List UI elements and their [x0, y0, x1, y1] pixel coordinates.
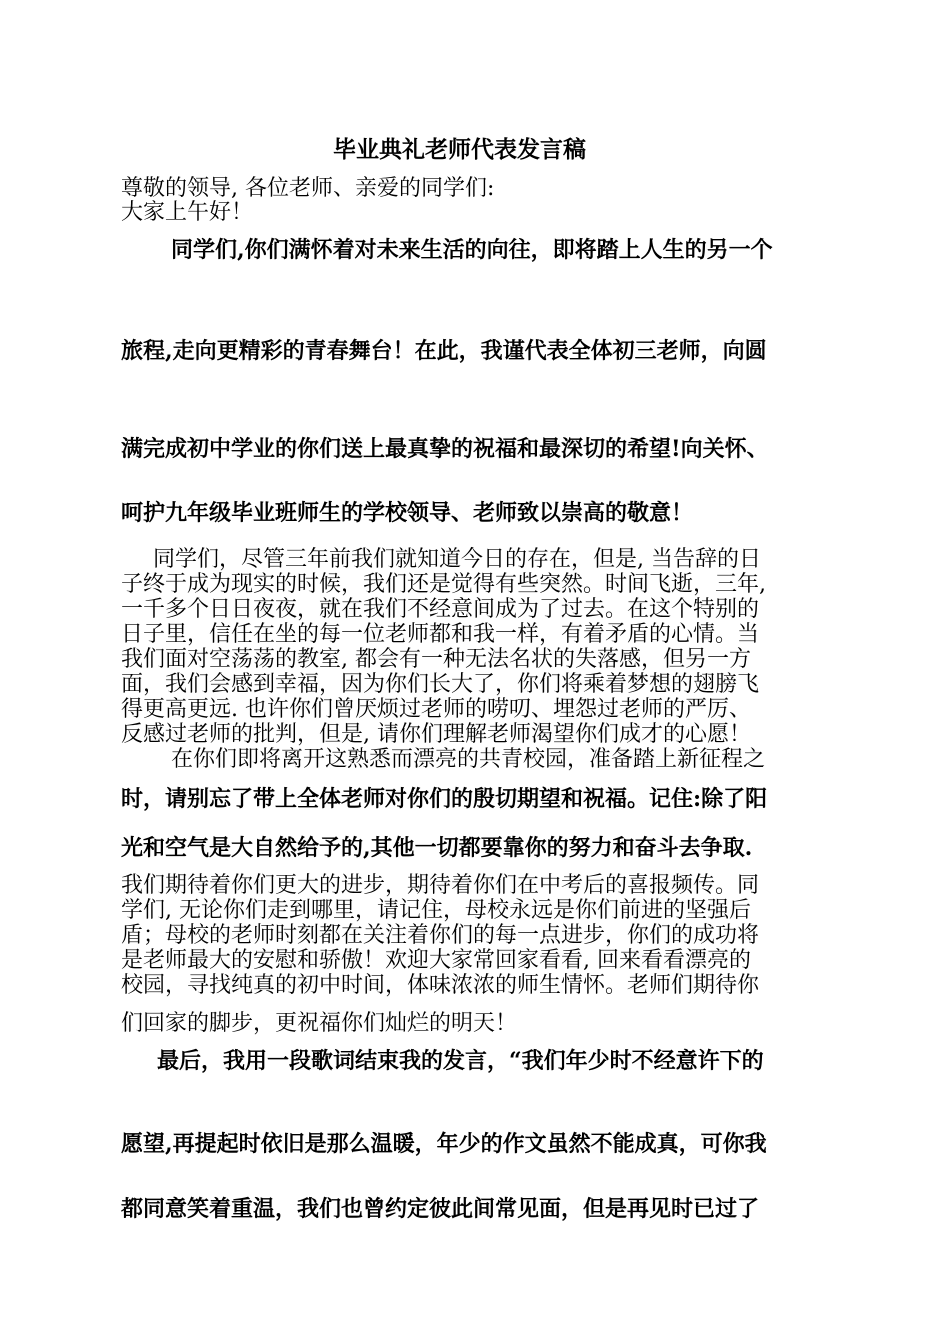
paragraph-line: 旅程,走向更精彩的青春舞台！在此，我谨代表全体初三老师，向圆 — [121, 338, 767, 364]
paragraph-line: 子终于成为现实的时候，我们还是觉得有些突然。时间飞逝，三年, — [121, 572, 766, 597]
paragraph-line: 时，请别忘了带上全体老师对你们的殷切期望和祝福。记住:除了阳 — [121, 786, 768, 812]
paragraph-line: 我们面对空荡荡的教室, 都会有一种无法名状的失落感，但另一方 — [121, 647, 751, 672]
paragraph-line: 同学们，尽管三年前我们就知道今日的存在，但是, 当告辞的日 — [153, 547, 761, 572]
paragraph-line: 最后，我用一段歌词结束我的发言，“我们年少时不经意许下的 — [157, 1048, 764, 1074]
salutation-line: 尊敬的领导, 各位老师、亲爱的同学们: — [121, 176, 495, 201]
paragraph-line: 盾；母校的老师时刻都在关注着你们的每一点进步，你们的成功将 — [121, 923, 760, 948]
paragraph-line: 光和空气是大自然给予的,其他一切都要靠你的努力和奋斗去争取. — [121, 835, 753, 861]
paragraph-line: 愿望,再提起时依旧是那么温暖，年少的作文虽然不能成真，可你我 — [121, 1131, 767, 1157]
paragraph-line: 得更高更远. 也许你们曾厌烦过老师的唠叨、埋怨过老师的严厉、 — [121, 697, 751, 722]
paragraph-line: 反感过老师的批判，但是, 请你们理解老师渴望你们成才的心愿！ — [121, 722, 751, 747]
greeting-line: 大家上午好！ — [121, 200, 254, 225]
paragraph-line: 呵护九年级毕业班师生的学校领导、老师致以崇高的敬意！ — [121, 500, 694, 526]
paragraph-line: 在你们即将离开这熟悉而漂亮的共青校园，准备踏上新征程之 — [171, 747, 766, 772]
paragraph-line: 满完成初中学业的你们送上最真挚的祝福和最深切的希望!向关怀、 — [121, 436, 769, 462]
paragraph-line: 都同意笑着重温，我们也曾约定彼此间常见面，但是再见时已过了 — [121, 1196, 760, 1222]
paragraph-line: 我们期待着你们更大的进步，期待着你们在中考后的喜报频传。同 — [121, 873, 760, 898]
paragraph-line: 同学们,你们满怀着对未来生活的向往，即将踏上人生的另一个 — [171, 237, 773, 263]
paragraph-line: 面，我们会感到幸福，因为你们长大了，你们将乘着梦想的翅膀飞 — [121, 672, 760, 697]
paragraph-line: 日子里，信任在坐的每一位老师都和我一样，有着矛盾的心情。当 — [121, 622, 760, 647]
paragraph-line: 校园，寻找纯真的初中时间，体味浓浓的师生情怀。老师们期待你 — [121, 973, 760, 998]
paragraph-line: 学们, 无论你们走到哪里，请记住，母校永远是你们前进的坚强后 — [121, 898, 751, 923]
paragraph-line: 一千多个日日夜夜，就在我们不经意间成为了过去。在这个特别的 — [121, 597, 760, 622]
document-title: 毕业典礼老师代表发言稿 — [333, 136, 586, 163]
paragraph-line: 是老师最大的安慰和骄傲！欢迎大家常回家看看, 回来看看漂亮的 — [121, 948, 751, 973]
paragraph-line: 们回家的脚步，更祝福你们灿烂的明天！ — [121, 1011, 518, 1036]
